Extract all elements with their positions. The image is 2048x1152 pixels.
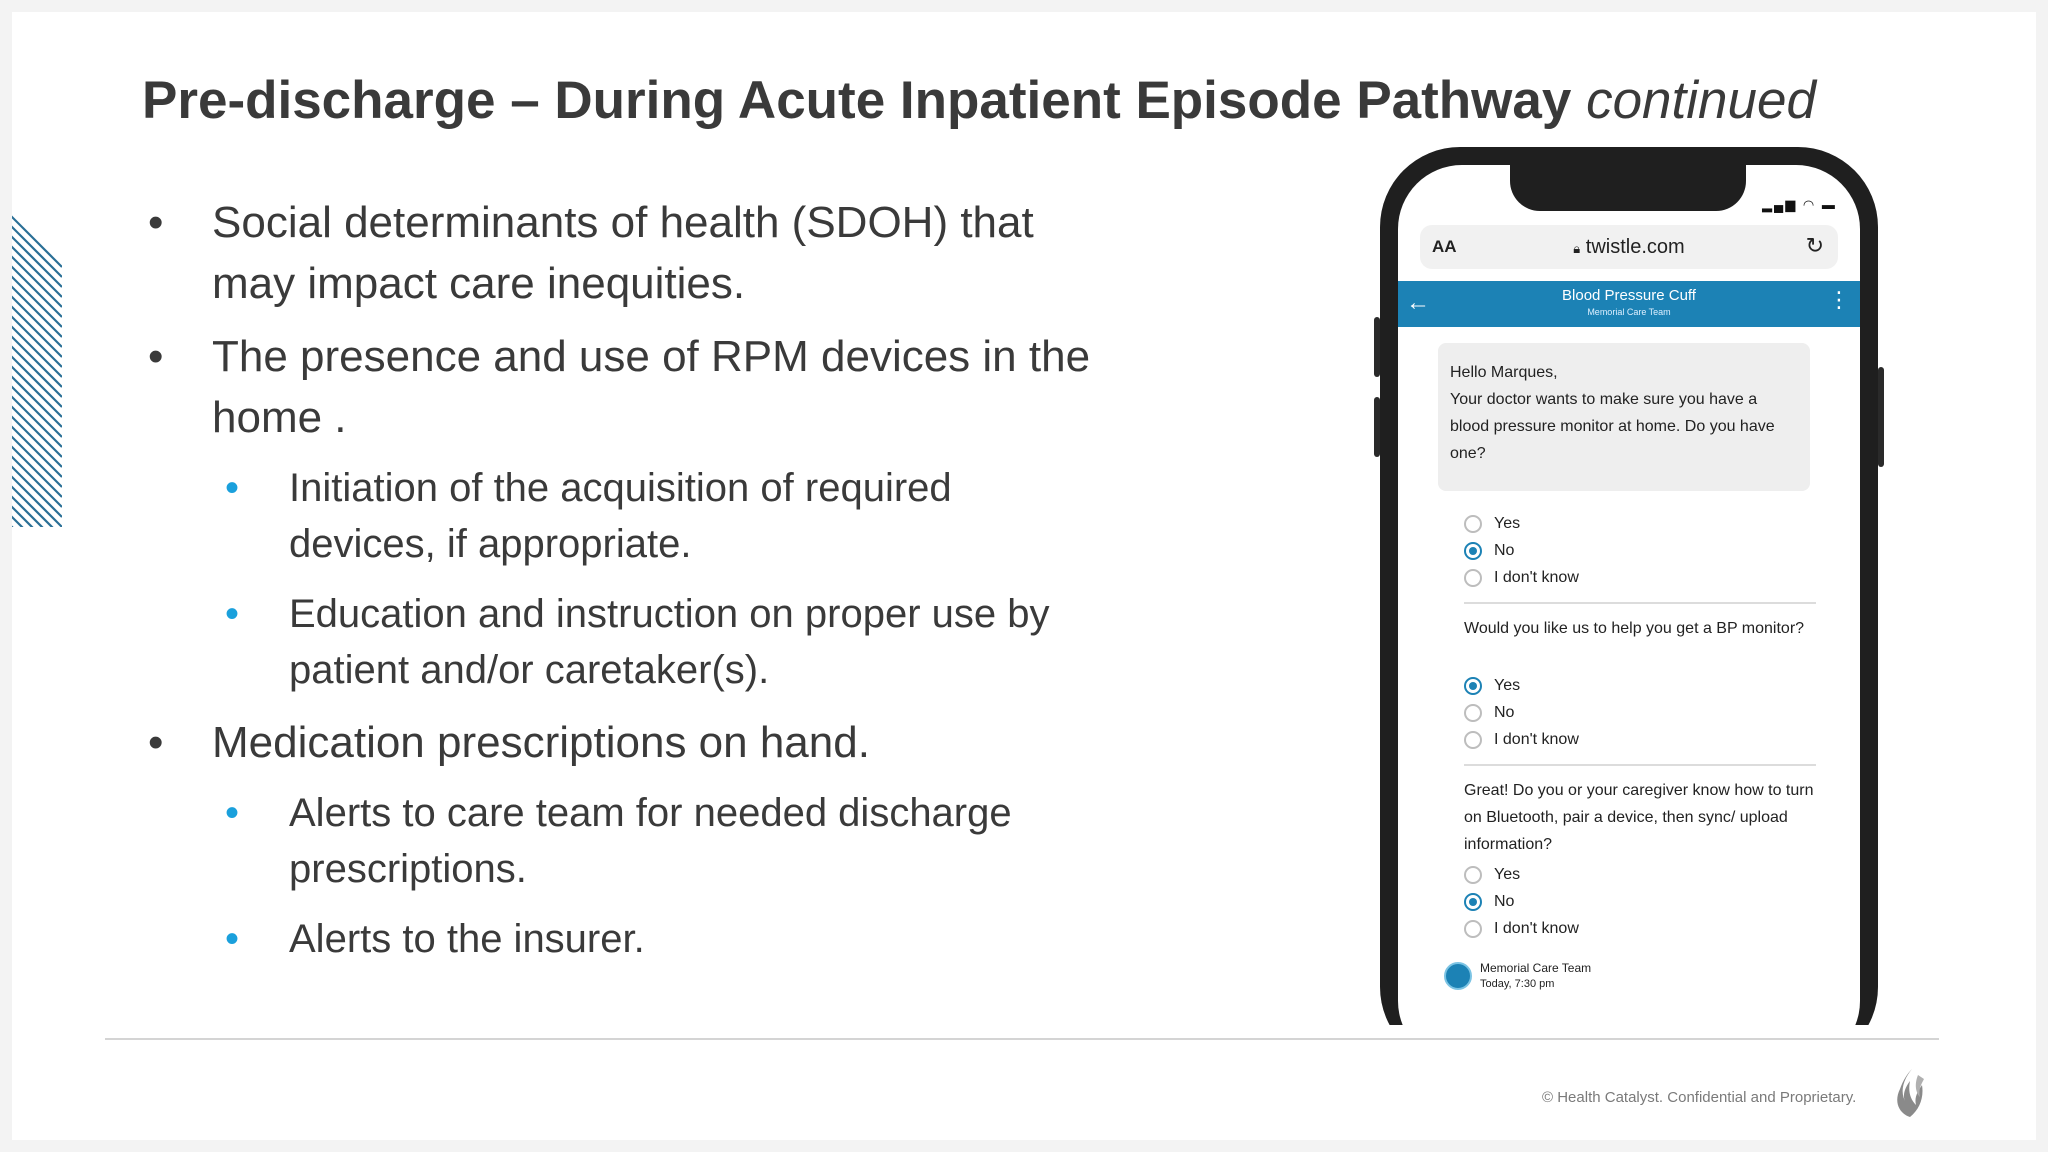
q2-option-dont-know[interactable] [1464,729,1579,751]
subbullet-device-education: • Education and instruction on proper use by patient and/or caretaker(s). [142,586,1149,698]
option-label: I don't know [1494,920,1579,937]
app-subtitle: Memorial Care Team [1587,307,1671,317]
option-label: Yes [1494,677,1521,694]
q1-option-dont-know[interactable] [1464,567,1579,589]
radio-button-selected[interactable] [1464,893,1482,911]
phone-body [1380,147,1878,1025]
sender-time: Today, 7:30 pm [1480,978,1555,990]
divider [1464,764,1816,766]
message-greeting: Hello Marques, [1450,364,1558,381]
q2-option-no[interactable] [1464,702,1514,724]
subbullet-insurer-alerts: • Alerts to the insurer. [142,911,1142,967]
text-size-button[interactable]: AA [1432,237,1457,256]
option-label: I don't know [1494,569,1579,586]
subbullet-device-acquisition: • Initiation of the acquisition of required devices, if appropriate. [142,460,1089,572]
radio-button[interactable] [1464,920,1482,938]
url-text [1420,236,1838,259]
slide-title-main: Pre-discharge – During Acute Inpatient Episode Pathway [142,71,1572,130]
radio-button-selected[interactable] [1464,677,1482,695]
q3-option-dont-know[interactable] [1464,918,1579,940]
subbullet-care-team-alerts: • Alerts to care team for needed discharge prescriptions. [142,785,1109,897]
status-bar-icons [1762,197,1837,213]
q3-option-yes[interactable] [1464,864,1520,886]
lock-icon: 🔒︎ [1573,241,1581,256]
bullet-sdoh: • Social determinants of health (SDOH) that may impact care inequities. [142,192,1082,314]
bullet-medication: • Medication prescriptions on hand. [142,712,1142,773]
kebab-menu-icon[interactable]: ⋮ [1828,287,1850,312]
slide [12,12,2036,1140]
slide-title [142,70,1816,131]
option-label: I don't know [1494,731,1579,748]
message-body: Your doctor wants to make sure you have a blood pressure monitor at home. Do you have one? [1450,391,1775,462]
option-label: No [1494,704,1515,721]
browser-url-bar[interactable] [1420,225,1838,269]
option-label: No [1494,893,1515,910]
team-avatar [1444,962,1472,990]
radio-button[interactable] [1464,731,1482,749]
option-label: Yes [1494,866,1521,883]
decorative-stripes [12,157,62,527]
divider [1464,602,1816,604]
option-label: No [1494,542,1515,559]
q3-question: Great! Do you or your caregiver know how to turn on Bluetooth, pair a device, then sync/ upload information? [1464,782,1814,853]
q2-question: Would you like us to help you get a BP monitor? [1464,620,1805,637]
q2-option-yes[interactable] [1464,675,1520,697]
battery-icon: ▬ [1821,197,1837,212]
footer-divider [105,1038,1939,1040]
radio-button[interactable] [1464,866,1482,884]
slide-title-suffix: continued [1586,71,1816,130]
app-header [1398,281,1860,327]
sender-name: Memorial Care Team [1480,961,1592,975]
q3-option-no[interactable] [1464,891,1514,913]
option-label: Yes [1494,515,1521,532]
radio-button-selected[interactable] [1464,542,1482,560]
radio-button[interactable] [1464,569,1482,587]
signal-icon: ▂▄▆ [1762,197,1798,212]
back-arrow-icon[interactable]: ← [1406,289,1430,316]
phone-side-button [1878,367,1884,467]
q1-option-yes[interactable] [1464,513,1520,535]
wifi-icon: ◠ [1802,197,1817,212]
radio-button[interactable] [1464,515,1482,533]
bullet-list [142,192,1142,981]
radio-button[interactable] [1464,704,1482,722]
health-catalyst-flame-logo [1892,1067,1930,1119]
footer-copyright: © Health Catalyst. Confidential and Proprietary. [1542,1089,1857,1106]
message-bubble [1438,343,1810,491]
reload-icon[interactable]: ↻ [1805,233,1824,258]
q1-option-no[interactable] [1464,540,1514,562]
phone-mockup [1380,147,1878,1025]
url-label: twistle.com [1585,236,1685,258]
phone-notch [1510,165,1746,211]
bullet-rpm-devices: • The presence and use of RPM devices in the home . [142,326,1142,448]
app-title: Blood Pressure Cuff [1562,287,1696,304]
